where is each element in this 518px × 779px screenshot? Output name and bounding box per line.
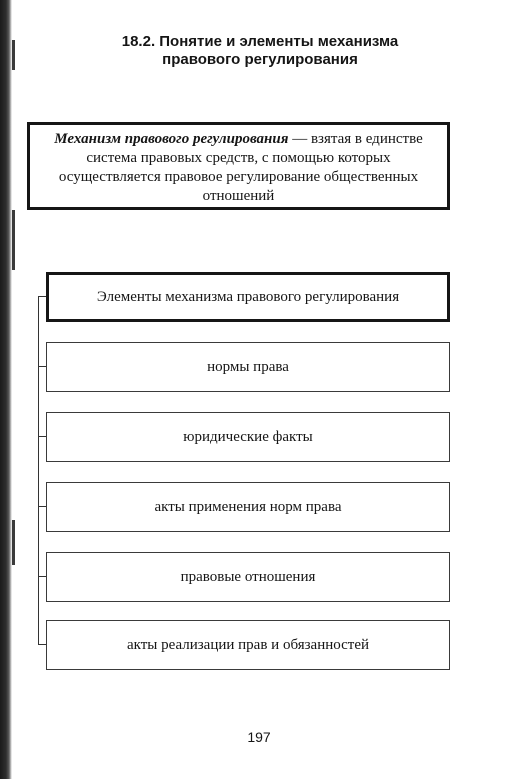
element-label: правовые отношения bbox=[180, 568, 316, 585]
element-label: акты реализации прав и обязанностей bbox=[126, 636, 370, 653]
element-label: акты применения норм права bbox=[154, 498, 342, 515]
binding-speck bbox=[12, 210, 15, 270]
element-box-legal-relations bbox=[46, 552, 450, 602]
binding-speck bbox=[12, 40, 15, 70]
page-binding-edge bbox=[0, 0, 12, 779]
page-number: 197 bbox=[247, 729, 271, 745]
element-box-application-acts bbox=[46, 482, 450, 532]
element-box-realization-acts bbox=[46, 620, 450, 670]
definition-box bbox=[27, 122, 450, 210]
element-label: нормы права bbox=[207, 358, 289, 375]
element-label: юридические факты bbox=[183, 428, 313, 445]
section-heading bbox=[40, 33, 480, 69]
element-box-norms bbox=[46, 342, 450, 392]
definition-line-1 bbox=[30, 130, 447, 149]
diagram-header-text: Элементы механизма правового регулирования bbox=[96, 288, 400, 305]
definition-line-4: отношений bbox=[202, 188, 275, 204]
definition-line-3: осуществляется правовое регулирование общественных bbox=[58, 169, 419, 185]
diagram-header-box bbox=[46, 272, 450, 322]
definition-line-2: система правовых средств, с помощью которых bbox=[86, 150, 391, 166]
element-box-legal-facts bbox=[46, 412, 450, 462]
diagram-connector-line bbox=[38, 296, 39, 645]
section-title-line-1: 18.2. Понятие и элементы механизма bbox=[121, 33, 399, 50]
definition-term: Механизм правового регулирования bbox=[54, 131, 289, 147]
definition-line-1-rest: — взятая в единстве bbox=[288, 131, 423, 147]
binding-speck bbox=[12, 520, 15, 565]
section-title-line-2: правового регулирования bbox=[162, 51, 358, 68]
